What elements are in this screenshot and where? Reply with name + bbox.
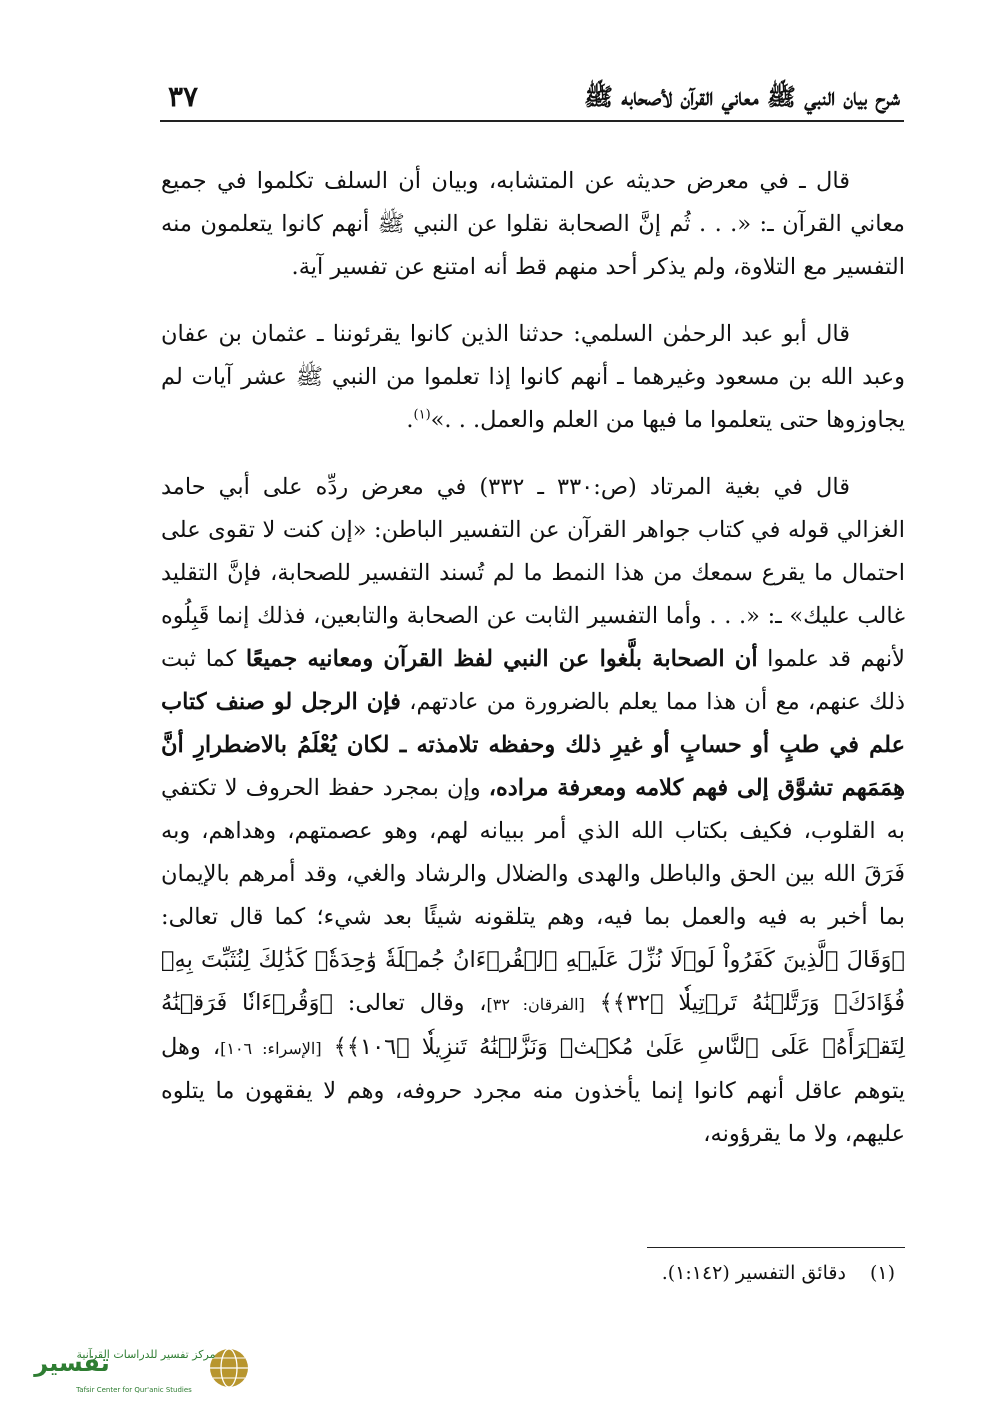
body-text (161, 160, 905, 1180)
bold-emphasis-2: فإن الرجل لو صنف كتاب علم في طبٍ أو حسابٍ أو غيرِ ذلك وحفظه تلامذته ـ لكان يُعْلَمُ بالاضطرارِ أنَّ هِمَمَهم تشوَّق إلى فهم كلامه ومعرفة مراده، (161, 689, 905, 801)
globe-icon (210, 1349, 248, 1387)
verse-source-furqan: [الفرقان: ٣٢] (486, 995, 585, 1014)
paragraph-2 (161, 313, 905, 442)
logo-arabic-main: تفسير (34, 1349, 110, 1377)
paragraph-1: قال ـ في معرض حديثه عن المتشابه، وبيان أن السلف تكلموا في جميع معاني القرآن ـ: «. . . ثُم إنَّ الصحابة نقلوا عن النبي ﷺ أنهم كانوا يتعلمون منه التفسير مع التلاوة، ولم يذكر أحد منهم قط أنه امتنع عن تفسير آية. (161, 168, 905, 280)
footnote-number: (١) (869, 1262, 895, 1284)
paragraph-2-end: . (406, 407, 414, 433)
paragraph-3 (161, 466, 905, 1156)
paragraph-2-text: قال أبو عبد الرحمٰن السلمي: حدثنا الذين كانوا يقرئوننا ـ عثمان بن عفان وعبد الله بن مسعود وغيرهما ـ أنهم كانوا إذا تعلموا من النبي ﷺ عشر آيات لم يجاوزوها حتى يتعلموا ما فيها من العلم والعمل. . .» (161, 321, 905, 433)
paragraph-3-text-5: ، وهل يتوهم عاقل أنهم كانوا إنما يأخذون منه مجرد حروفه، وهم لا يفقهون ما يتلوه عليهم، ولا ما يقرؤونه، (161, 1034, 905, 1147)
verse-source-isra: [الإسراء: ١٠٦] (220, 1039, 322, 1058)
footnote-reference[interactable]: (١) (413, 407, 431, 423)
logo-english: Tafsir Center for Qur'anic Studies (76, 1386, 192, 1394)
tafsir-center-logo (14, 1338, 254, 1396)
running-header (160, 78, 904, 122)
paragraph-3-text-3: وإن بمجرد حفظ الحروف لا تكتفي به القلوب، فكيف بكتاب الله الذي أمر ببيانه لهم، وهو عصمتهم، وهداهم، وبه فَرَقَ الله بين الحق والباطل والهدى والضلال والرشاد والغي، وقد أمرهم بالإيمان بما أخبر به فيه والعمل بما فيه، وهم يتلقونه شيئًا بعد شيء؛ كما قال تعالى: (161, 775, 905, 930)
paragraph-3-text-2: كما ثبت ذلك عنهم، مع أن هذا مما يعلم بالضرورة من عادتهم، (161, 646, 906, 715)
paragraph-3-text-1: قال في بغية المرتاد (ص:٣٣٠ ـ ٣٣٢) في معرض ردِّه على أبي حامد الغزالي قوله في كتاب جواهر القرآن عن التفسير الباطن: «إن كنت لا تقوى على احتمال ما يقرع سمعك من هذا النمط ما لم تُسند التفسير للصحابة، فإنَّ التقليد غالب عليك» ـ: «. . . وأما التفسير الثابت عن الصحابة والتابعين، فذلك إنما قَبِلُوه لأنهم قد علموا (161, 474, 905, 672)
header-title: شرح بيان النبي ﷺ معاني القرآن لأصحابه ﷺ (583, 82, 900, 111)
footnote (662, 1262, 895, 1284)
quran-verse-isra: ﴿وَقُرۡءَانٗا فَرَقۡنَٰهُ لِتَقۡرَأَهُۥ عَلَى ٱلنَّاسِ عَلَىٰ مُكۡثٖ وَنَزَّلۡنَٰهُ تَنزِيلٗا ﴿١٠٦﴾﴾ (161, 990, 905, 1060)
quran-verse-furqan: ﴿وَقَالَ ٱلَّذِينَ كَفَرُواْ لَوۡلَا نُزِّلَ عَلَيۡهِ ٱلۡقُرۡءَانُ جُمۡلَةٗ وَٰحِدَةٗۚ كَذَٰلِكَ لِنُثَبِّتَ بِهِۦ فُؤَادَكَۖ وَرَتَّلۡنَٰهُ تَرۡتِيلٗا ﴿٣٢﴾﴾ (161, 947, 906, 1016)
logo-arabic-side: مركز تفسير للدراسات القرآنية (76, 1348, 216, 1361)
bold-emphasis-1: أن الصحابة بلَّغوا عن النبي لفظ القرآن ومعانيه جميعًا (245, 646, 758, 672)
footnote-divider (647, 1247, 905, 1248)
logo-graphic (14, 1338, 254, 1396)
paragraph-3-text-4: ، وقال تعالى: (347, 990, 487, 1016)
footnote-text: دقائق التفسير (١:١٤٢). (661, 1262, 846, 1284)
page-number: ٣٧ (168, 80, 199, 113)
